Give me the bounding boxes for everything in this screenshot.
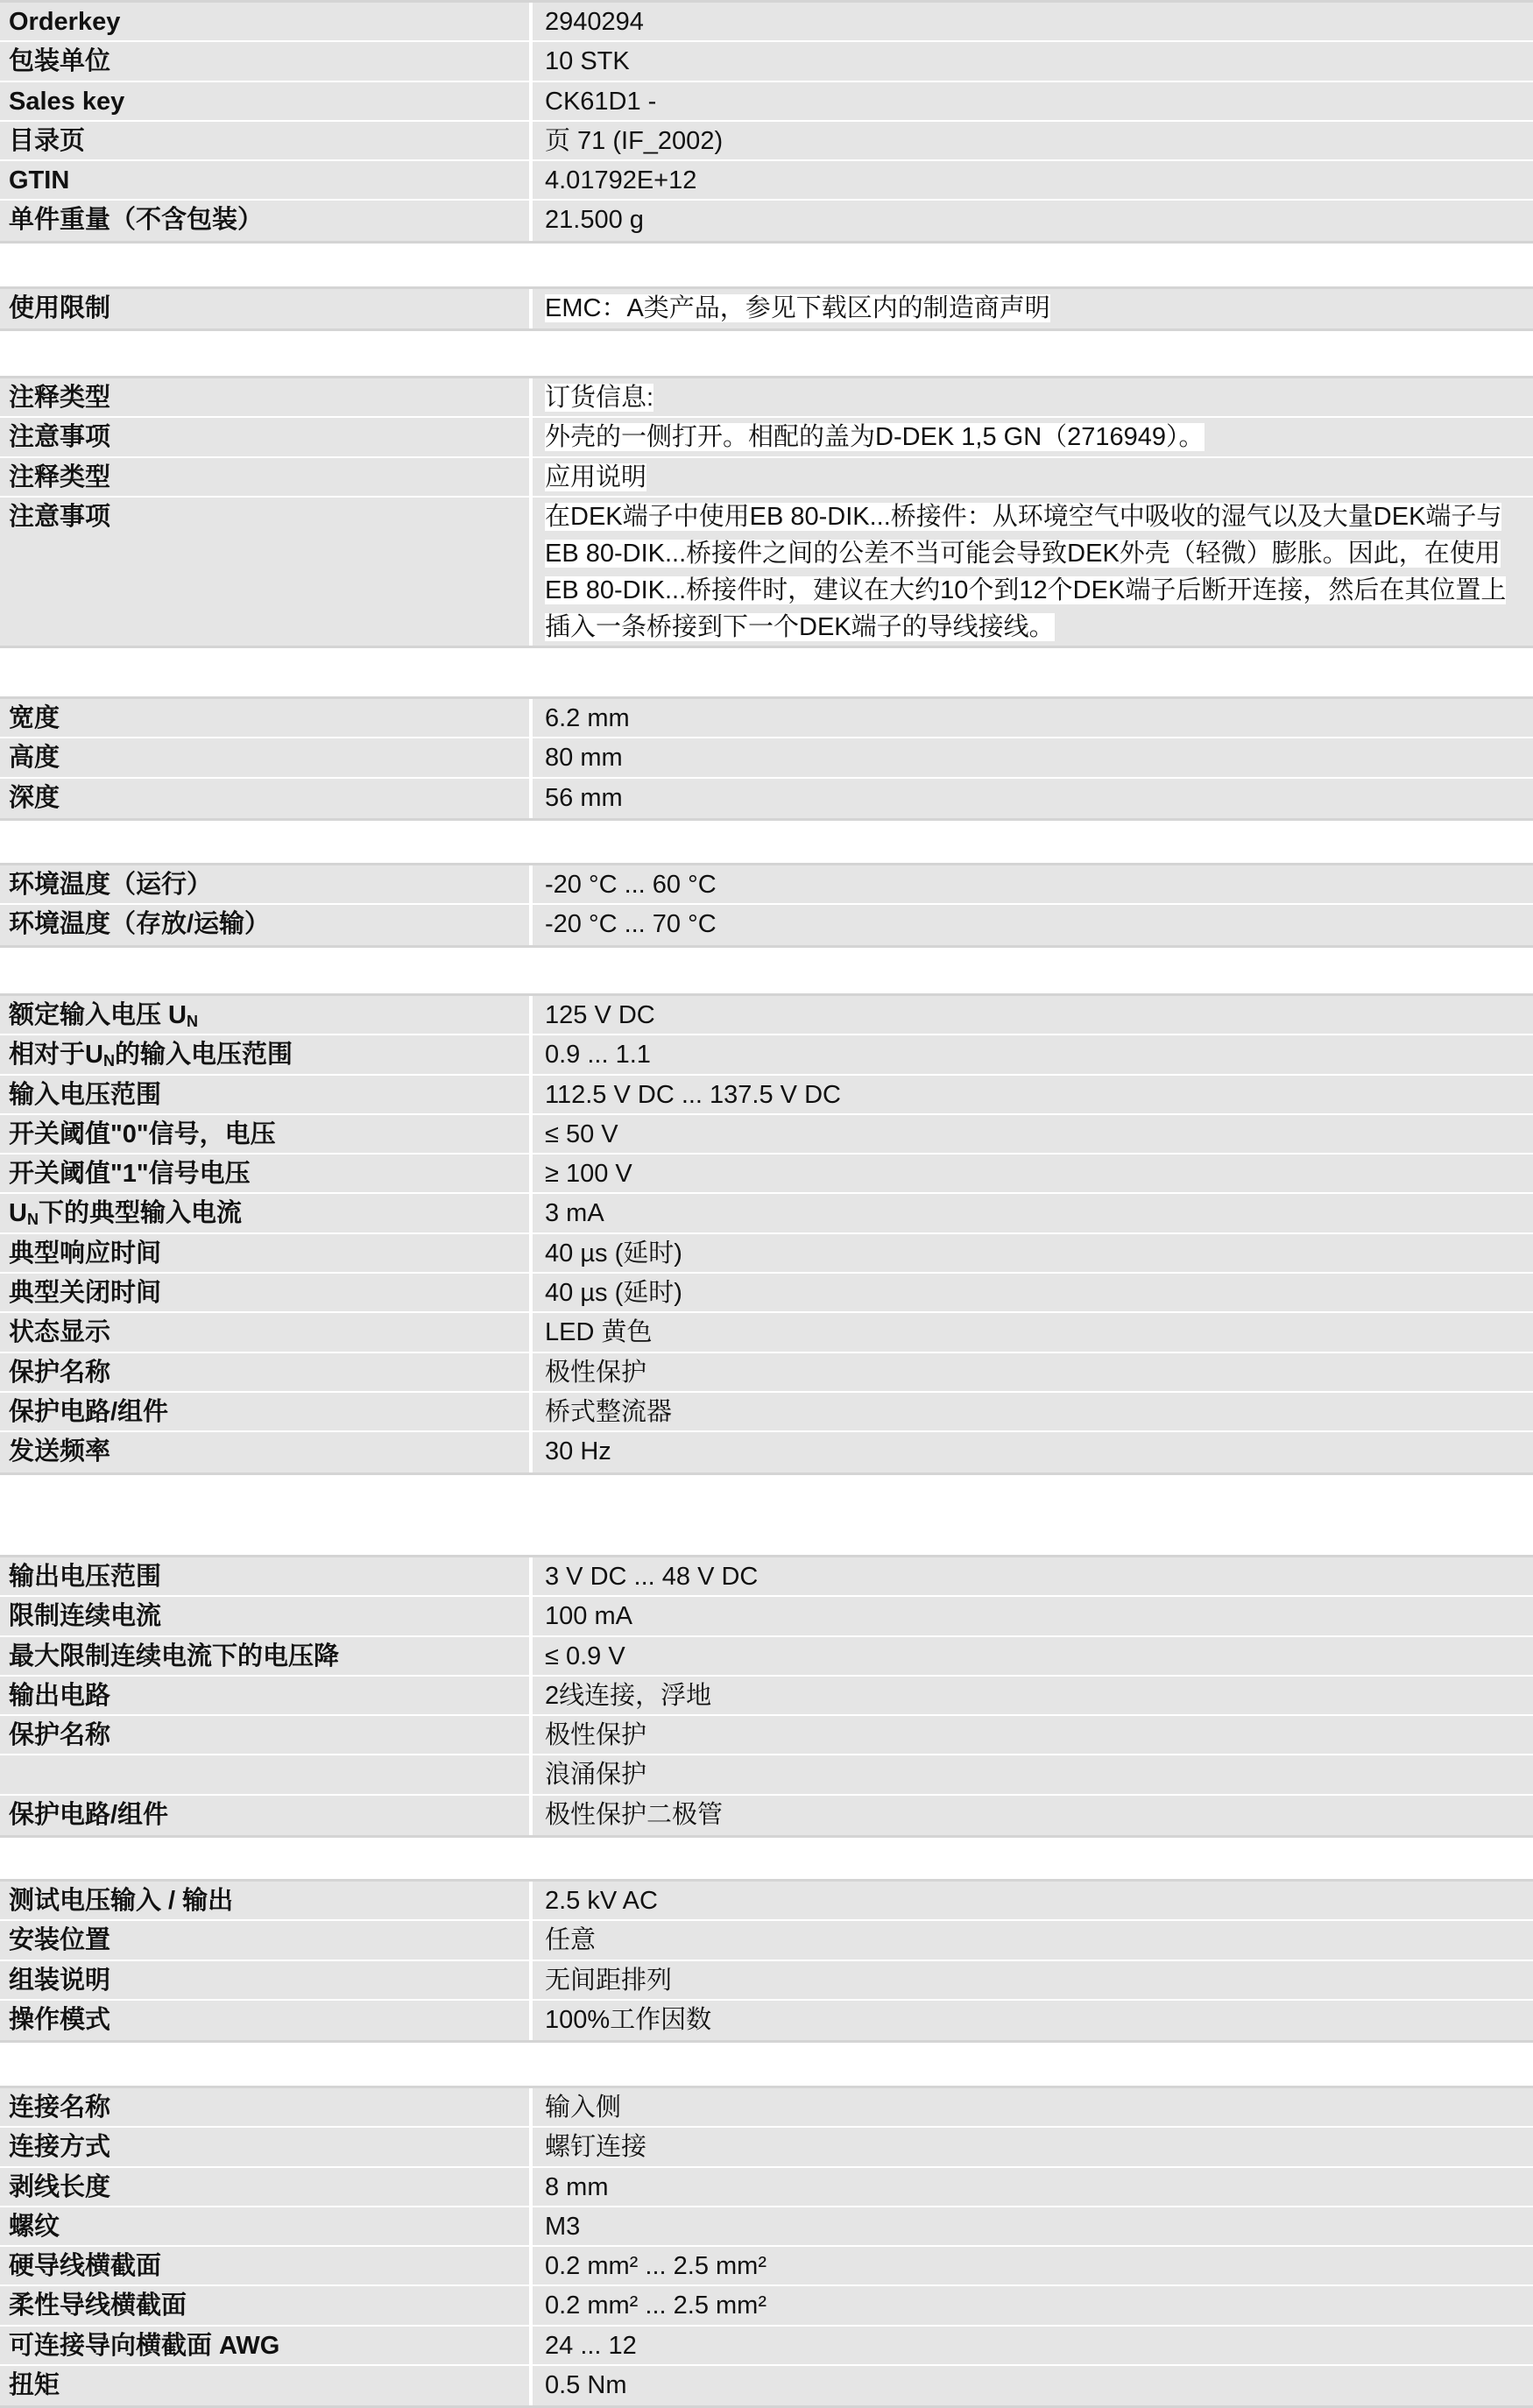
spec-value: 8 mm [533, 2168, 1533, 2206]
spec-key: 深度 [0, 779, 529, 818]
spec-value: 0.9 ... 1.1 [533, 1035, 1533, 1073]
spec-row [0, 1155, 1533, 1194]
spec-key: 操作模式 [0, 2001, 529, 2040]
spec-value: 任意 [533, 1921, 1533, 1959]
spec-key: 螺纹 [0, 2207, 529, 2245]
spec-value [533, 289, 1533, 328]
spec-value-text: 在DEK端子中使用EB 80-DIK...桥接件：从环境空气中吸收的湿气以及大量DEK端子与EB 80-DIK...桥接件之间的公差不当可能会导致DEK外壳（轻微）膨胀。因此，在使用EB 80-DIK...桥接件时，建议在大约10个到12个DEK端子后断开连接，然后在其位置上插入一条桥接到下一个DEK端子的导线接线。 [545, 502, 1507, 641]
spec-row [0, 161, 1533, 201]
spec-value [533, 418, 1533, 455]
spec-key: Orderkey [0, 3, 529, 40]
spec-value-text: EMC：A类产品，参见下载区内的制造商声明 [545, 294, 1050, 322]
spec-row [0, 2128, 1533, 2167]
spec-row [0, 1076, 1533, 1115]
spec-key: 额定输入电压 $U_N$ [0, 996, 529, 1034]
spec-value: 页 71 (IF_2002) [533, 122, 1533, 159]
spec-row [0, 2088, 1533, 2128]
spec-row [0, 1882, 1533, 1921]
spec-row [0, 2366, 1533, 2405]
spec-row [0, 905, 1533, 944]
spec-value: 10 STK [533, 42, 1533, 80]
spec-key: 目录页 [0, 122, 529, 159]
spec-value: 30 Hz [533, 1432, 1533, 1472]
spec-row [0, 3, 1533, 42]
spec-key: 硬导线横截面 [0, 2247, 529, 2284]
spec-value: 24 ... 12 [533, 2327, 1533, 2364]
spec-row [0, 1961, 1533, 2001]
spec-key: 注意事项 [0, 498, 529, 646]
spec-row [0, 1716, 1533, 1755]
spec-value: 4.01792E+12 [533, 161, 1533, 199]
spec-value: 80 mm [533, 738, 1533, 776]
spec-row [0, 2327, 1533, 2366]
spec-key: 连接名称 [0, 2088, 529, 2126]
spec-key: 保护名称 [0, 1716, 529, 1754]
spec-key: 典型响应时间 [0, 1234, 529, 1272]
spec-value: 112.5 V DC ... 137.5 V DC [533, 1076, 1533, 1113]
spec-key: 保护电路/组件 [0, 1393, 529, 1430]
spec-value: 0.5 Nm [533, 2366, 1533, 2405]
spec-key: 开关阈值"0"信号，电压 [0, 1115, 529, 1153]
spec-group-general [0, 1879, 1533, 2043]
spec-group-dimensions [0, 696, 1533, 821]
spec-key: 输出电路 [0, 1677, 529, 1714]
spec-row [0, 498, 1533, 646]
spec-value-text: 应用说明 [545, 463, 647, 491]
spec-key: 柔性导线横截面 [0, 2286, 529, 2324]
spec-value: 40 µs (延时) [533, 1274, 1533, 1311]
spec-value: 100%工作因数 [533, 2001, 1533, 2040]
spec-row [0, 1677, 1533, 1716]
spec-key: 剥线长度 [0, 2168, 529, 2206]
spec-key: 组装说明 [0, 1961, 529, 1999]
spec-value [533, 458, 1533, 496]
spec-value: 2.5 kV AC [533, 1882, 1533, 1919]
spec-key: 环境温度（存放/运输） [0, 905, 529, 944]
spec-key: 发送频率 [0, 1432, 529, 1472]
spec-row [0, 458, 1533, 498]
spec-row [0, 378, 1533, 418]
spec-key: 注释类型 [0, 458, 529, 496]
spec-value: 6.2 mm [533, 699, 1533, 737]
spec-key: 状态显示 [0, 1313, 529, 1351]
spec-key: $U_N$下的典型输入电流 [0, 1194, 529, 1232]
spec-row [0, 996, 1533, 1035]
spec-row [0, 289, 1533, 328]
spec-key: 保护名称 [0, 1353, 529, 1391]
spec-value [533, 378, 1533, 416]
spec-row [0, 779, 1533, 818]
spec-value: ≤ 50 V [533, 1115, 1533, 1153]
spec-value: 极性保护 [533, 1716, 1533, 1754]
spec-value: 2线连接，浮地 [533, 1677, 1533, 1714]
spec-key: 包装单位 [0, 42, 529, 80]
spec-value: 56 mm [533, 779, 1533, 818]
spec-row [0, 1597, 1533, 1636]
spec-key: 输入电压范围 [0, 1076, 529, 1113]
spec-key: GTIN [0, 161, 529, 199]
spec-row [0, 82, 1533, 122]
spec-row [0, 2168, 1533, 2207]
spec-value: 40 µs (延时) [533, 1234, 1533, 1272]
spec-value: M3 [533, 2207, 1533, 2245]
spec-key: 最大限制连续电流下的电压降 [0, 1637, 529, 1675]
spec-value: 2940294 [533, 3, 1533, 40]
spec-row [0, 1194, 1533, 1233]
spec-group-environment [0, 863, 1533, 948]
spec-value: 浪涌保护 [533, 1755, 1533, 1793]
spec-key: 保护电路/组件 [0, 1796, 529, 1835]
spec-key: 环境温度（运行） [0, 865, 529, 903]
spec-key: 典型关闭时间 [0, 1274, 529, 1311]
spec-key: 单件重量（不含包装） [0, 201, 529, 240]
spec-key: 宽度 [0, 699, 529, 737]
spec-value: 3 mA [533, 1194, 1533, 1232]
spec-key: 高度 [0, 738, 529, 776]
spec-key: 可连接导向横截面 AWG [0, 2327, 529, 2364]
spec-value: LED 黄色 [533, 1313, 1533, 1351]
spec-key: 安装位置 [0, 1921, 529, 1959]
spec-value [533, 498, 1533, 646]
spec-row [0, 1035, 1533, 1075]
spec-value: 极性保护二极管 [533, 1796, 1533, 1835]
spec-key: 开关阈值"1"信号电压 [0, 1155, 529, 1192]
spec-key: 限制连续电流 [0, 1597, 529, 1635]
spec-value: 0.2 mm² ... 2.5 mm² [533, 2286, 1533, 2324]
spec-key: 使用限制 [0, 289, 529, 328]
spec-value-text: 外壳的一侧打开。相配的盖为D-DEK 1,5 GN（2716949）。 [545, 423, 1204, 452]
spec-row [0, 2207, 1533, 2247]
spec-row [0, 1637, 1533, 1677]
spec-value: -20 °C ... 60 °C [533, 865, 1533, 903]
spec-row [0, 1274, 1533, 1313]
spec-key: 连接方式 [0, 2128, 529, 2165]
spec-value: ≤ 0.9 V [533, 1637, 1533, 1675]
spec-row [0, 2247, 1533, 2286]
spec-value: 无间距排列 [533, 1961, 1533, 1999]
spec-row [0, 1353, 1533, 1393]
spec-key: 扭矩 [0, 2366, 529, 2405]
spec-value-text: 订货信息: [545, 384, 654, 412]
spec-value: 3 V DC ... 48 V DC [533, 1557, 1533, 1595]
spec-value: 21.500 g [533, 201, 1533, 240]
spec-group-restrictions [0, 286, 1533, 331]
spec-row [0, 42, 1533, 81]
spec-value: 桥式整流器 [533, 1393, 1533, 1430]
spec-value: CK61D1 - [533, 82, 1533, 120]
spec-row [0, 2001, 1533, 2040]
spec-row [0, 1557, 1533, 1597]
spec-row [0, 865, 1533, 905]
spec-group-connection [0, 2086, 1533, 2408]
spec-group-notes [0, 376, 1533, 648]
spec-value: 125 V DC [533, 996, 1533, 1034]
spec-key: 测试电压输入 / 输出 [0, 1882, 529, 1919]
spec-group-output [0, 1555, 1533, 1838]
spec-value: 100 mA [533, 1597, 1533, 1635]
spec-group-ordering [0, 0, 1533, 244]
spec-row [0, 2286, 1533, 2326]
spec-row [0, 1313, 1533, 1352]
spec-row [0, 738, 1533, 778]
spec-row [0, 1432, 1533, 1472]
spec-key: 输出电压范围 [0, 1557, 529, 1595]
spec-key: 注释类型 [0, 378, 529, 416]
spec-key: 注意事项 [0, 418, 529, 455]
spec-row [0, 1234, 1533, 1274]
spec-group-input [0, 993, 1533, 1475]
spec-value: -20 °C ... 70 °C [533, 905, 1533, 944]
spec-value: 输入侧 [533, 2088, 1533, 2126]
spec-row [0, 418, 1533, 457]
spec-value: 螺钉连接 [533, 2128, 1533, 2165]
spec-value: ≥ 100 V [533, 1155, 1533, 1192]
spec-key: Sales key [0, 82, 529, 120]
spec-row [0, 699, 1533, 738]
spec-value: 0.2 mm² ... 2.5 mm² [533, 2247, 1533, 2284]
spec-row [0, 1921, 1533, 1960]
spec-row [0, 1755, 1533, 1795]
spec-row [0, 122, 1533, 161]
spec-row [0, 1393, 1533, 1432]
spec-row [0, 1796, 1533, 1835]
spec-row [0, 201, 1533, 240]
spec-key [0, 1755, 529, 1793]
spec-row [0, 1115, 1533, 1155]
spec-value: 极性保护 [533, 1353, 1533, 1391]
spec-key: 相对于$U_N$的输入电压范围 [0, 1035, 529, 1073]
